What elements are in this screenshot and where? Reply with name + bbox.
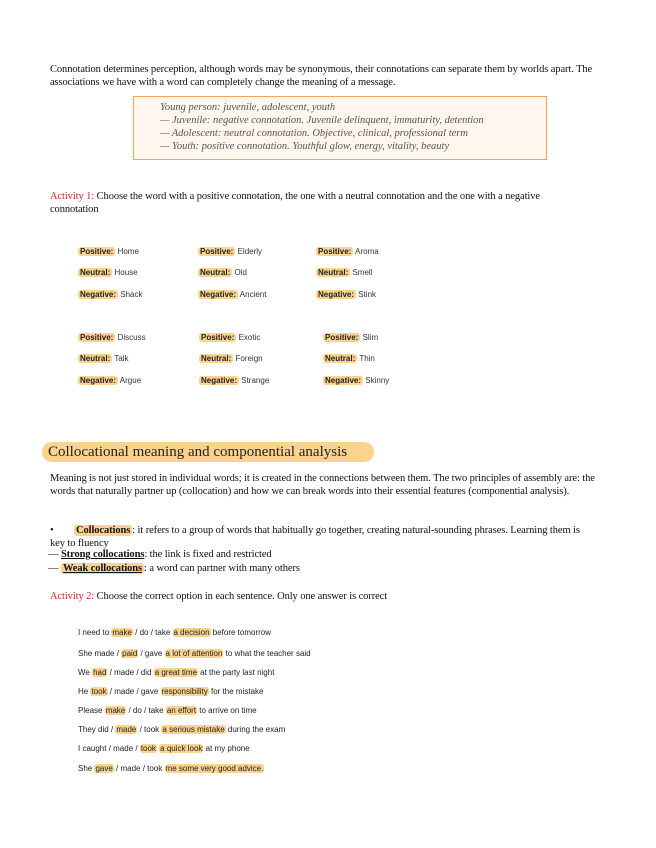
- word: Shack: [120, 290, 143, 299]
- sentence-item: [78, 744, 250, 753]
- collocations-term: Collocations: [76, 525, 131, 536]
- label-negative: Negative:: [200, 290, 237, 299]
- sentence-text: / made / did: [107, 668, 154, 677]
- word: Stink: [358, 290, 377, 299]
- label-negative: Negative:: [80, 376, 117, 385]
- sentence-text: / made / gave: [107, 687, 161, 696]
- word: Elderly: [237, 247, 263, 256]
- label-positive: Positive:: [318, 247, 352, 256]
- label-positive: Positive:: [80, 247, 114, 256]
- sentence-text: She made /: [78, 649, 122, 658]
- label-neutral: Neutral:: [325, 354, 356, 363]
- weak-collocations-term: Weak collocations: [62, 563, 143, 574]
- bullet-icon: •: [50, 525, 54, 536]
- label-neutral: Neutral:: [80, 354, 111, 363]
- collocations-bullet: [50, 525, 590, 550]
- word: Foreign: [235, 354, 263, 363]
- word: Discuss: [117, 333, 146, 342]
- sentence-answer: took: [140, 744, 156, 753]
- meaning-text: Meaning is not just stored in individual words; it is created in the connections between them. The two principles of assembly are: the words that naturally partner up (collocation) and how we can break words into their essential features (componential analysis).: [50, 473, 595, 497]
- activity2-instruction: [50, 591, 590, 604]
- sentence-text: at my phone: [203, 744, 250, 753]
- sentence-collocate: responsibility: [161, 687, 208, 696]
- sentence-item: [78, 649, 311, 658]
- word-item-positive: [78, 333, 146, 342]
- intro-paragraph: [50, 64, 602, 89]
- word-item-neutral: [199, 354, 263, 363]
- collocations-def: : it refers to a group of words that habitually go together, creating natural-sounding phrases. Learning them is key to fluency: [50, 525, 580, 549]
- sentence-answer: gave: [95, 764, 113, 773]
- word: Smell: [352, 268, 373, 277]
- label-negative: Negative:: [80, 290, 117, 299]
- sentence-text: to arrive on time: [197, 706, 257, 715]
- word-item-neutral: [316, 268, 372, 277]
- word-item-neutral: [198, 268, 247, 277]
- sentence-item: [78, 725, 285, 734]
- sentence-collocate: me some very good advice.: [165, 764, 264, 773]
- word: Old: [234, 268, 247, 277]
- sentence-text: She: [78, 764, 95, 773]
- sentence-text: / took: [137, 725, 162, 734]
- sentence-answer: took: [91, 687, 107, 696]
- activity1-instruction: [50, 191, 586, 216]
- meaning-paragraph: [50, 473, 610, 498]
- sentence-item: [78, 628, 271, 637]
- sentence-collocate: a quick look: [160, 744, 203, 753]
- strong-collocations-term: Strong collocations: [60, 549, 145, 560]
- example-line: — Adolescent: neutral connotation. Objective, clinical, professional term: [160, 128, 468, 139]
- section-title: Collocational meaning and componential analysis: [42, 442, 374, 462]
- sentence-text: Please: [78, 706, 105, 715]
- activity1-text: Choose the word with a positive connotation, the one with a neutral connotation and the one with a negative connotation: [50, 191, 540, 215]
- label-neutral: Neutral:: [200, 268, 231, 277]
- word-item-negative: [199, 376, 269, 385]
- word: Home: [117, 247, 139, 256]
- activity2-text: Choose the correct option in each sentence. Only one answer is correct: [94, 591, 388, 602]
- label-negative: Negative:: [325, 376, 362, 385]
- activity2-label: Activity 2:: [50, 591, 95, 602]
- label-positive: Positive:: [200, 247, 234, 256]
- word-item-positive: [199, 333, 260, 342]
- word-item-negative: [323, 376, 389, 385]
- activity1-label: Activity 1:: [50, 191, 95, 202]
- word: Talk: [114, 354, 129, 363]
- example-line: Young person: juvenile, adolescent, youth: [160, 102, 336, 113]
- word-item-neutral: [323, 354, 375, 363]
- word: Ancient: [239, 290, 267, 299]
- word: Argue: [119, 376, 142, 385]
- word: Thin: [359, 354, 375, 363]
- sentence-text: at the party last night: [197, 668, 275, 677]
- word: House: [114, 268, 138, 277]
- sentence-text: He: [78, 687, 91, 696]
- word-item-negative: [316, 290, 376, 299]
- sentence-collocate: a great time: [154, 668, 197, 677]
- sentence-text: for the mistake: [208, 687, 264, 696]
- word: Slim: [362, 333, 379, 342]
- word-item-negative: [78, 376, 141, 385]
- word-item-neutral: [78, 268, 138, 277]
- sentence-item: [78, 706, 257, 715]
- sentence-answer: made: [116, 725, 137, 734]
- sentence-item: [78, 687, 263, 696]
- sentence-text: to what the teacher said: [223, 649, 311, 658]
- sentence-collocate: a decision: [173, 628, 210, 637]
- sentence-text: during the exam: [225, 725, 286, 734]
- label-negative: Negative:: [201, 376, 238, 385]
- sentence-answer: make: [105, 706, 126, 715]
- label-positive: Positive:: [325, 333, 359, 342]
- sentence-collocate: an effort: [166, 706, 197, 715]
- sentence-text: / do / take: [126, 706, 166, 715]
- sentence-text: before tomorrow: [210, 628, 271, 637]
- sentence-answer: make: [112, 628, 132, 637]
- word-item-positive: [78, 247, 139, 256]
- example-line: — Juvenile: negative connotation. Juvenile delinquent, immaturity, detention: [160, 115, 484, 126]
- sentence-text: They did /: [78, 725, 116, 734]
- sentence-item: [78, 668, 274, 677]
- dash: —: [48, 549, 59, 560]
- word-item-positive: [323, 333, 378, 342]
- word-item-neutral: [78, 354, 129, 363]
- word-item-positive: [316, 247, 379, 256]
- dash: —: [48, 563, 59, 574]
- label-positive: Positive:: [80, 333, 114, 342]
- intro-text: Connotation determines perception, although words may be synonymous, their connotations can separate them by worlds apart. The associations we have with a word can completely change the meaning of a message.: [50, 64, 593, 88]
- word-item-negative: [198, 290, 266, 299]
- example-line: — Youth: positive connotation. Youthful glow, energy, vitality, beauty: [160, 141, 450, 152]
- word-item-positive: [198, 247, 262, 256]
- sentence-collocate: a lot of attention: [165, 649, 223, 658]
- sentence-text: I caught / made /: [78, 744, 140, 753]
- label-neutral: Neutral:: [318, 268, 349, 277]
- strong-collocations-def: : the link is fixed and restricted: [144, 549, 272, 560]
- sentence-text: / made / took: [113, 764, 165, 773]
- sentence-item: [78, 764, 264, 773]
- sentence-text: / do / take: [132, 628, 173, 637]
- sentence-collocate: a serious mistake: [162, 725, 225, 734]
- word: Strange: [241, 376, 270, 385]
- label-neutral: Neutral:: [201, 354, 232, 363]
- word: Skinny: [365, 376, 390, 385]
- label-neutral: Neutral:: [80, 268, 111, 277]
- sentence-text: I need to: [78, 628, 112, 637]
- connotation-example-box: [133, 96, 547, 160]
- weak-collocations-line: [48, 563, 588, 576]
- label-negative: Negative:: [318, 290, 355, 299]
- weak-collocations-def: : a word can partner with many others: [144, 563, 300, 574]
- word: Exotic: [238, 333, 261, 342]
- label-positive: Positive:: [201, 333, 235, 342]
- sentence-text: We: [78, 668, 93, 677]
- sentence-answer: had: [93, 668, 107, 677]
- word: Aroma: [355, 247, 379, 256]
- sentence-text: / gave: [138, 649, 165, 658]
- sentence-answer: paid: [122, 649, 138, 658]
- word-item-negative: [78, 290, 142, 299]
- strong-collocations-line: [48, 549, 588, 562]
